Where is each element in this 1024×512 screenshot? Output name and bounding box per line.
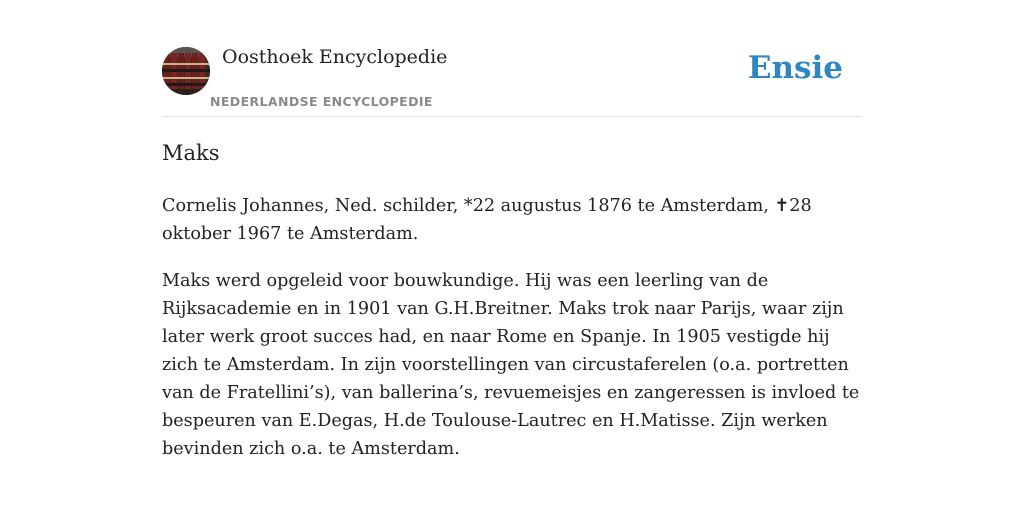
article-paragraph: Cornelis Johannes, Ned. schilder, *22 augustus 1876 te Amsterdam, ✝28 oktober 1967 te Amsterdam. bbox=[162, 196, 812, 244]
article-title: Maks bbox=[162, 141, 220, 165]
encyclopedia-books-icon[interactable] bbox=[162, 47, 210, 95]
site-header bbox=[162, 0, 862, 117]
site-tagline: NEDERLANDSE ENCYCLOPEDIE bbox=[210, 94, 433, 109]
ensie-brand-logo[interactable]: Ensie bbox=[747, 50, 843, 86]
site-name-link[interactable]: Oosthoek Encyclopedie bbox=[222, 46, 448, 68]
article-paragraph: Maks werd opgeleid voor bouwkundige. Hij was een leerling van de Rijksacademie en in 1901 van G.H.Breitner. Maks trok naar Parijs, waar zijn later werk groot succes had, en naar Rome en Spanje. In 1905 vestigde hij zich te Amsterdam. In zijn voorstellingen van circustaferelen (o.a. portretten van de Fratellini’s), van ballerina’s, revuemeisjes en zangeressen is invloed te bespeuren van E.Degas, H.de Toulouse-Lautrec en H.Matisse. Zijn werken bevinden zich o.a. te Amsterdam. bbox=[162, 271, 860, 459]
page bbox=[162, 0, 862, 512]
